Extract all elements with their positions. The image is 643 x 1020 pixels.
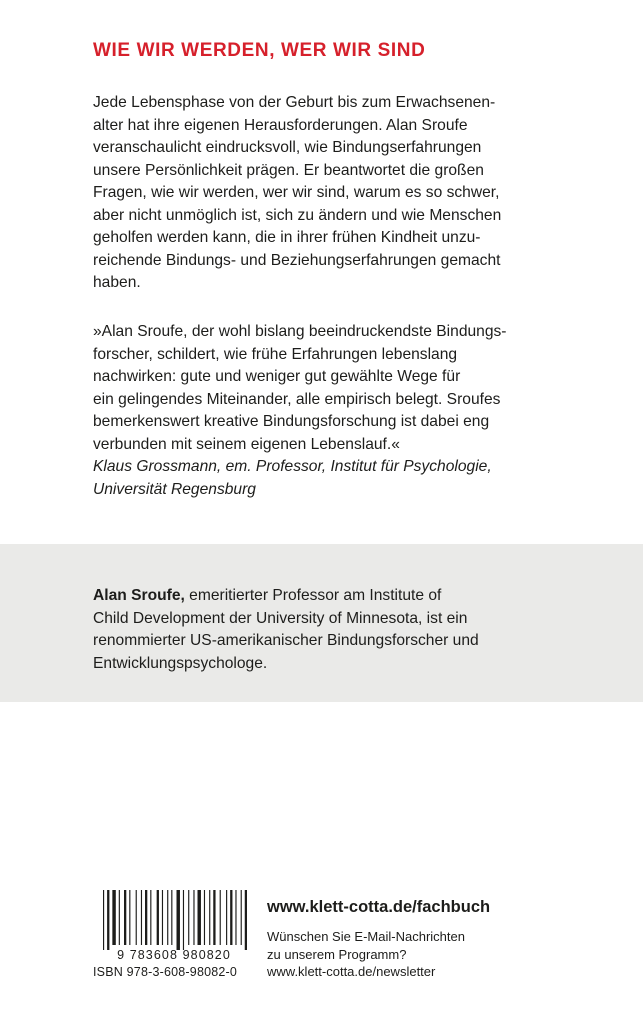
barcode-bar (141, 890, 142, 945)
quote-attribution (93, 456, 593, 501)
author-bio (93, 585, 593, 675)
barcode-bar (226, 890, 227, 945)
barcode-bar (213, 890, 215, 945)
barcode-bar (162, 890, 163, 945)
quote-line: forscher, schildert, wie frühe Erfahrungen lebenslang (93, 345, 458, 363)
bio-line: Child Development der University of Minnesota, ist ein (93, 609, 468, 627)
barcode-icon (101, 890, 247, 950)
barcode-bar (209, 890, 210, 945)
newsletter-line: zu unserem Programm? (267, 946, 407, 962)
barcode-bar (204, 890, 205, 945)
blurb-line: geholfen werden kann, die in ihrer frühen Kindheit unzu- (93, 229, 481, 246)
barcode-bar (145, 890, 147, 945)
barcode-bar (119, 890, 120, 945)
bio-line: Entwicklungspsychologe. (93, 654, 268, 672)
barcode-bar (171, 890, 172, 945)
newsletter-info (267, 928, 465, 981)
barcode-bar (129, 890, 130, 945)
barcode-bar (124, 890, 126, 945)
attribution-line: Klaus Grossmann, em. Professor, Institut für Psychologie, (93, 458, 492, 475)
barcode-bar (150, 890, 151, 945)
blurb-line: reichende Bindungs- und Beziehungserfahrungen gemacht (93, 251, 501, 269)
barcode-bar (193, 890, 194, 945)
barcode-bar (188, 890, 189, 945)
barcode-bar (103, 890, 104, 950)
barcode-bar (167, 890, 168, 945)
bio-line: renommierter US-amerikanischer Bindungsforscher und (93, 632, 479, 649)
quote-line: verbunden mit seinem eigenen Lebenslauf.« (93, 435, 400, 453)
isbn-barcode (93, 890, 253, 982)
blurb-paragraph (93, 92, 593, 295)
barcode-bar (198, 890, 201, 945)
quote-line: ein gelingendes Miteinander, alle empirisch belegt. Sroufes (93, 390, 501, 408)
barcode-bar (230, 890, 232, 945)
barcode-digits: 9 783608 980820 (117, 948, 231, 962)
publisher-url[interactable]: www.klett-cotta.de/fachbuch (267, 898, 491, 916)
barcode-bar (241, 890, 242, 945)
blurb-line: Fragen, wie wir werden, wer wir sind, warum es so schwer, (93, 184, 500, 201)
bio-line-rest: emeritierter Professor am Institute of (184, 587, 442, 604)
newsletter-url[interactable]: www.klett-cotta.de/newsletter (267, 964, 436, 979)
quote-line: nachwirken: gute und weniger gut gewählte Wege für (93, 368, 461, 385)
barcode-bar (107, 890, 109, 950)
quote-line: »Alan Sroufe, der wohl bislang beeindruckendste Bindungs- (93, 323, 507, 340)
blurb-line: aber nicht unmöglich ist, sich zu ändern und wie Menschen (93, 206, 502, 224)
back-cover-title: WIE WIR WERDEN, WER WIR SIND (93, 40, 426, 61)
bio-line (93, 585, 593, 608)
newsletter-line: Wünschen Sie E-Mail-Nachrichten (267, 929, 465, 944)
author-name: Alan Sroufe, (93, 587, 185, 604)
barcode-bar (220, 890, 221, 945)
blurb-line: haben. (93, 274, 141, 291)
review-quote (93, 321, 593, 501)
barcode-bar (136, 890, 137, 945)
barcode-bar (183, 890, 184, 950)
blurb-line: alter hat ihre eigenen Herausforderungen. Alan Sroufe (93, 116, 468, 134)
barcode-bar (157, 890, 159, 945)
barcode-bar (245, 890, 247, 950)
barcode-bar (177, 890, 180, 950)
quote-line: bemerkenswert kreative Bindungsforschung ist dabei eng (93, 413, 490, 430)
barcode-bar (112, 890, 115, 945)
barcode-bar (235, 890, 236, 945)
isbn-number: ISBN 978-3-608-98082-0 (93, 965, 238, 979)
blurb-line: unsere Persönlichkeit prägen. Er beantwortet die großen (93, 161, 484, 179)
attribution-line: Universität Regensburg (93, 480, 256, 498)
blurb-line: Jede Lebensphase von der Geburt bis zum Erwachsenen- (93, 94, 496, 111)
blurb-line: veranschaulicht eindrucksvoll, wie Bindungserfahrungen (93, 139, 482, 156)
